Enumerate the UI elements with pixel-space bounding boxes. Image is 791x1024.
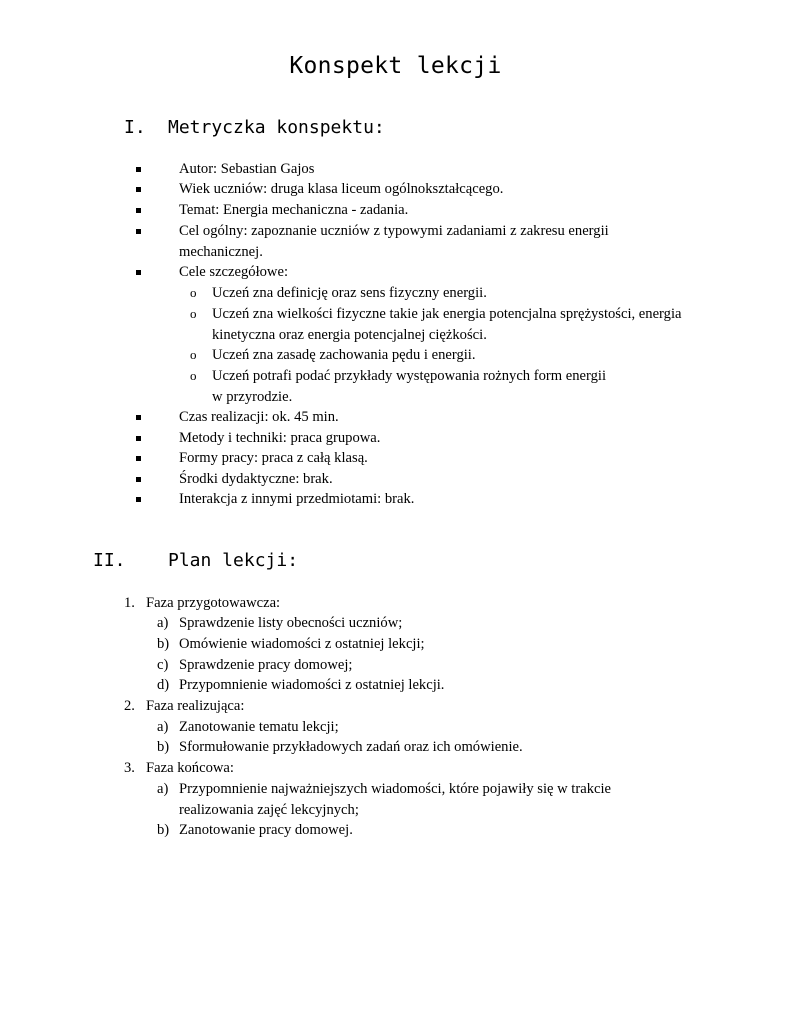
step-line: Przypomnienie najważniejszych wiadomości, które pojawiły się w trakcie bbox=[179, 781, 612, 797]
sub-list-item-line: Uczeń zna wielkości fizyczne takie jak energia potencjalna sprężystości, energia bbox=[212, 306, 682, 322]
phase-label: Faza realizująca: bbox=[146, 698, 245, 714]
step-letter: b) bbox=[157, 822, 170, 838]
phase-number: 2. bbox=[124, 698, 135, 714]
list-item-line: Czas realizacji: ok. 45 min. bbox=[179, 409, 339, 425]
phase-label: Faza przygotowawcza: bbox=[146, 595, 281, 611]
square-bullet-icon bbox=[136, 167, 141, 172]
square-bullet-icon bbox=[136, 477, 141, 482]
sub-list-item-line: Uczeń zna zasadę zachowania pędu i energii. bbox=[212, 347, 476, 363]
step-line: realizowania zajęć lekcyjnych; bbox=[179, 802, 359, 818]
step-line: Przypomnienie wiadomości z ostatniej lekcji. bbox=[179, 677, 445, 693]
square-bullet-icon bbox=[136, 436, 141, 441]
list-item-line: mechanicznej. bbox=[179, 244, 263, 260]
square-bullet-icon bbox=[136, 187, 141, 192]
phase-number: 1. bbox=[124, 595, 135, 611]
sub-list-item-line: Uczeń potrafi podać przykłady występowania rożnych form energii bbox=[212, 368, 607, 384]
step-line: Sprawdzenie pracy domowej; bbox=[179, 657, 353, 673]
step-letter: b) bbox=[157, 739, 170, 755]
circle-bullet-icon: o bbox=[190, 368, 197, 383]
step-line: Omówienie wiadomości z ostatniej lekcji; bbox=[179, 636, 425, 652]
step-letter: a) bbox=[157, 781, 169, 797]
step-line: Sformułowanie przykładowych zadań oraz ich omówienie. bbox=[179, 739, 523, 755]
square-bullet-icon bbox=[136, 270, 141, 275]
square-bullet-icon bbox=[136, 229, 141, 234]
list-item-line: Cel ogólny: zapoznanie uczniów z typowymi zadaniami z zakresu energii bbox=[179, 223, 609, 239]
sub-list-item-line: Uczeń zna definicję oraz sens fizyczny energii. bbox=[212, 285, 487, 301]
section-2-number: II. bbox=[93, 550, 126, 571]
phase-label: Faza końcowa: bbox=[146, 760, 234, 776]
square-bullet-icon bbox=[136, 415, 141, 420]
square-bullet-icon bbox=[136, 456, 141, 461]
sub-list-item-line: kinetyczna oraz energia potencjalnej ciężkości. bbox=[212, 327, 487, 343]
list-item-line: Temat: Energia mechaniczna - zadania. bbox=[179, 202, 409, 218]
phase-number: 3. bbox=[124, 760, 135, 776]
list-item-line: Interakcja z innymi przedmiotami: brak. bbox=[179, 491, 415, 507]
section-2-title: Plan lekcji: bbox=[168, 550, 299, 571]
step-letter: d) bbox=[157, 677, 170, 693]
list-item-line: Środki dydaktyczne: brak. bbox=[179, 471, 333, 487]
list-item-line: Wiek uczniów: druga klasa liceum ogólnokształcącego. bbox=[179, 181, 504, 197]
square-bullet-icon bbox=[136, 208, 141, 213]
step-letter: a) bbox=[157, 615, 169, 631]
sub-list-item-line: w przyrodzie. bbox=[212, 389, 293, 405]
step-letter: a) bbox=[157, 719, 169, 735]
section-1-title: Metryczka konspektu: bbox=[168, 117, 385, 138]
circle-bullet-icon: o bbox=[190, 306, 197, 321]
list-item-line: Cele szczegółowe: bbox=[179, 264, 288, 280]
step-line: Zanotowanie pracy domowej. bbox=[179, 822, 353, 838]
list-item-line: Metody i techniki: praca grupowa. bbox=[179, 430, 381, 446]
step-line: Zanotowanie tematu lekcji; bbox=[179, 719, 339, 735]
circle-bullet-icon: o bbox=[190, 285, 197, 300]
section-1-number: I. bbox=[124, 117, 146, 138]
list-item-line: Autor: Sebastian Gajos bbox=[179, 161, 315, 177]
page-title: Konspekt lekcji bbox=[289, 53, 502, 79]
step-line: Sprawdzenie listy obecności uczniów; bbox=[179, 615, 403, 631]
step-letter: b) bbox=[157, 636, 170, 652]
circle-bullet-icon: o bbox=[190, 347, 197, 362]
square-bullet-icon bbox=[136, 497, 141, 502]
step-letter: c) bbox=[157, 657, 169, 673]
list-item-line: Formy pracy: praca z całą klasą. bbox=[179, 450, 368, 466]
